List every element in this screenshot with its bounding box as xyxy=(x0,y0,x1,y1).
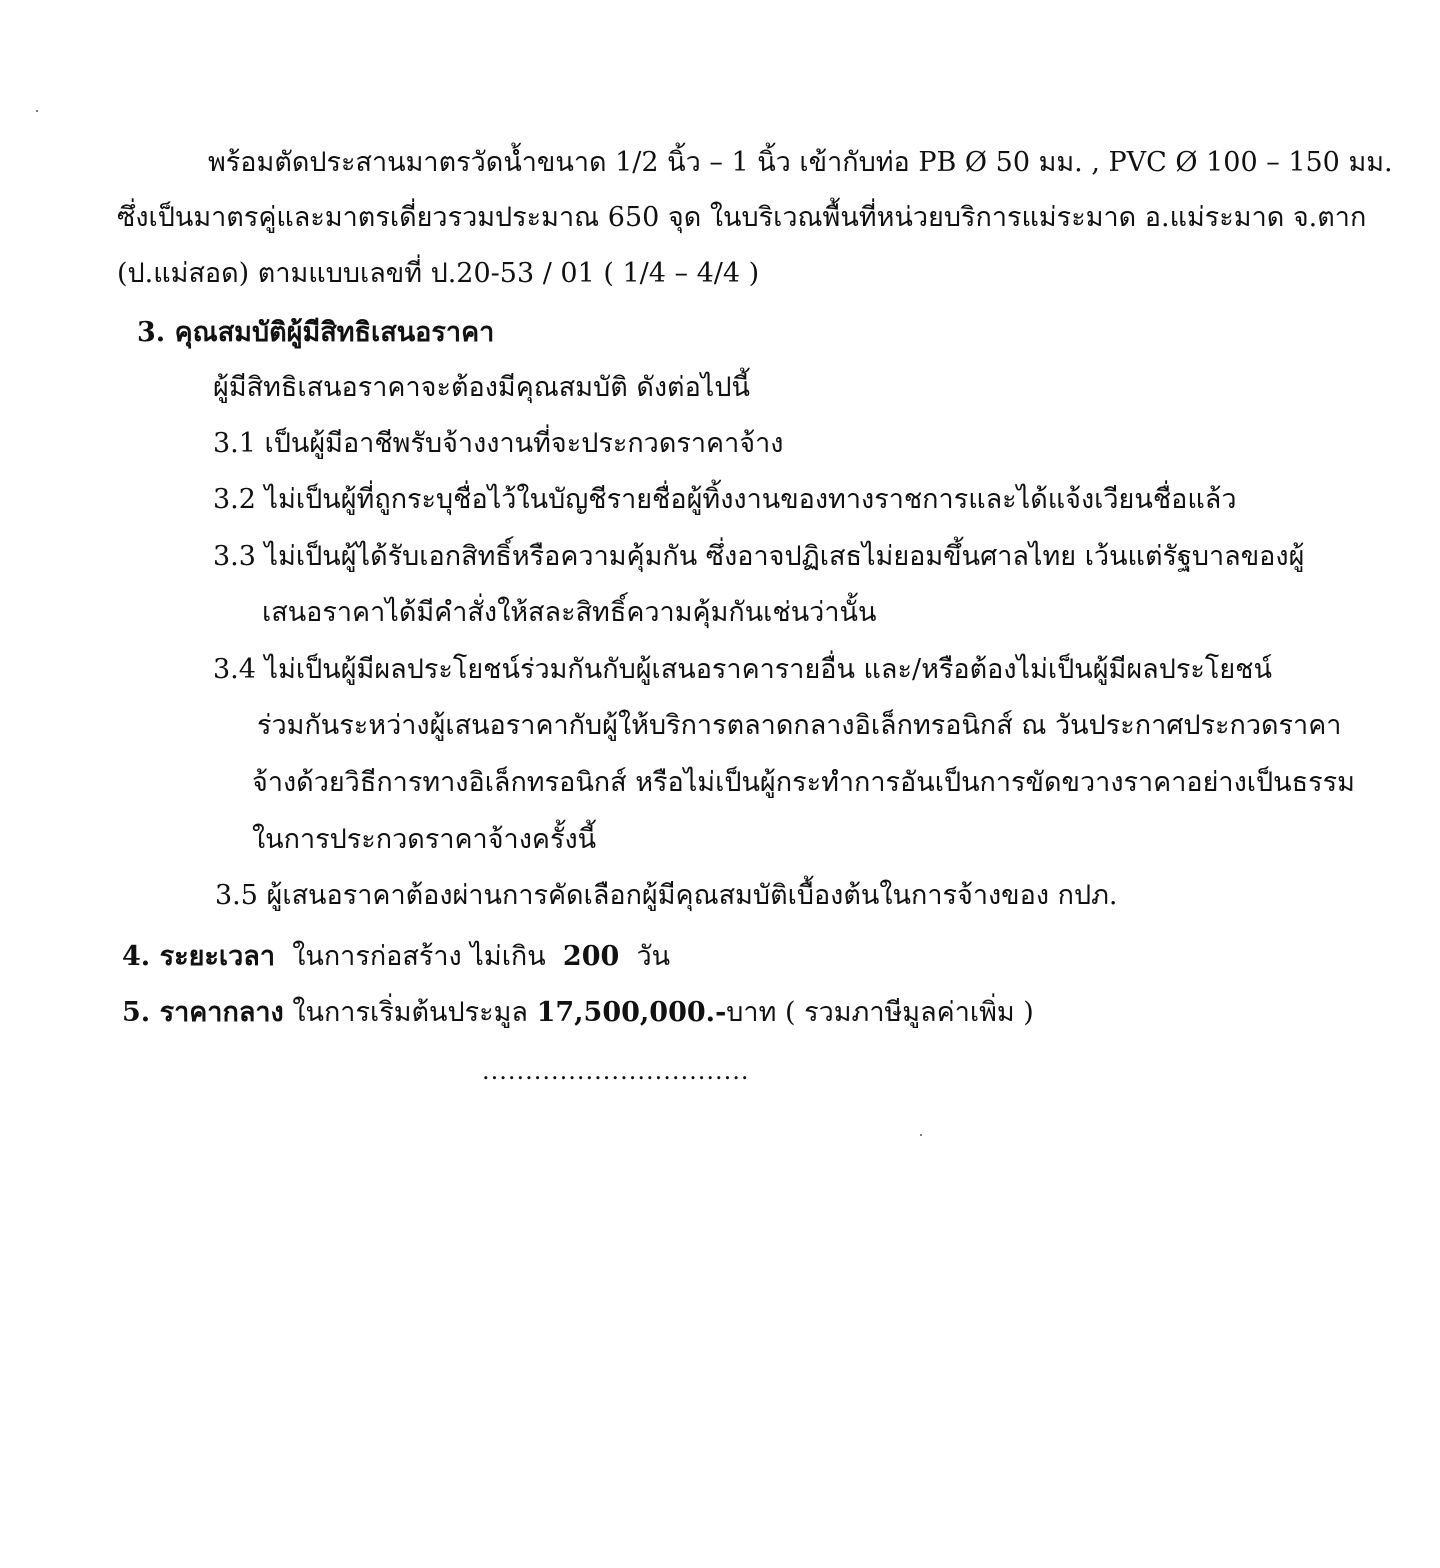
section-5-heading: 5. ราคากลาง xyxy=(122,997,284,1028)
item-3-3-line-1: 3.3 ไม่เป็นผู้ได้รับเอกสิทธิ์หรือความคุ้มกัน ซึ่งอาจปฏิเสธไม่ยอมขึ้นศาลไทย เว้นแต่รัฐบาลของผู้ xyxy=(213,541,1305,572)
section-3-heading: 3. คุณสมบัติผู้มีสิทธิเสนอราคา xyxy=(137,317,495,348)
item-3-3-line-2: เสนอราคาได้มีคำสั่งให้สละสิทธิ์ความคุ้มกันเช่นว่านั้น xyxy=(262,597,877,628)
section-5 xyxy=(122,993,1034,1033)
scan-speck xyxy=(920,1134,922,1136)
item-3-4-line-3: จ้างด้วยวิธีการทางอิเล็กทรอนิกส์ หรือไม่เป็นผู้กระทำการอันเป็นการขัดขวางราคาอย่างเป็นธรรม xyxy=(252,767,1355,798)
item-3-1: 3.1 เป็นผู้มีอาชีพรับจ้างงานที่จะประกวดราคาจ้าง xyxy=(213,428,784,459)
section-3-lead: ผู้มีสิทธิเสนอราคาจะต้องมีคุณสมบัติ ดังต่อไปนี้ xyxy=(213,372,750,403)
section-4-value: 200 xyxy=(562,941,620,972)
section-5-text: ในการเริ่มต้นประมูล xyxy=(292,997,528,1028)
item-3-5: 3.5 ผู้เสนอราคาต้องผ่านการคัดเลือกผู้มีคุณสมบัติเบื้องต้นในการจ้างของ กปภ. xyxy=(215,880,1118,911)
section-4 xyxy=(122,937,670,977)
section-5-value: 17,500,000.- xyxy=(536,997,727,1028)
scan-speck xyxy=(36,110,38,112)
section-4-text: ในการก่อสร้าง ไม่เกิน xyxy=(292,941,546,972)
section-5-suffix: บาท ( รวมภาษีมูลค่าเพิ่ม ) xyxy=(726,997,1034,1028)
end-mark: ............................... xyxy=(482,1057,750,1085)
section-4-heading: 4. ระยะเวลา xyxy=(122,941,276,972)
item-3-4-line-1: 3.4 ไม่เป็นผู้มีผลประโยชน์ร่วมกันกับผู้เสนอราคารายอื่น และ/หรือต้องไม่เป็นผู้มีผลประโยชน์ xyxy=(213,654,1272,685)
item-3-4-line-2: ร่วมกันระหว่างผู้เสนอราคากับผู้ให้บริการตลาดกลางอิเล็กทรอนิกส์ ณ วันประกาศประกวดราคา xyxy=(257,710,1342,741)
intro-line-1: พร้อมตัดประสานมาตรวัดน้ำขนาด 1/2 นิ้ว – 1 นิ้ว เข้ากับท่อ PB Ø 50 มม. , PVC Ø 100 – 150 มม. xyxy=(208,147,1393,178)
item-3-4-line-4: ในการประกวดราคาจ้างครั้งนี้ xyxy=(252,824,597,855)
section-4-unit: วัน xyxy=(636,941,671,972)
intro-line-2: ซึ่งเป็นมาตรคู่และมาตรเดี่ยวรวมประมาณ 650 จุด ในบริเวณพื้นที่หน่วยบริการแม่ระมาด อ.แม่ระมาด จ.ตาก xyxy=(117,202,1367,233)
item-3-2: 3.2 ไม่เป็นผู้ที่ถูกระบุชื่อไว้ในบัญชีรายชื่อผู้ทิ้งงานของทางราชการและได้แจ้งเวียนชื่อแล้ว xyxy=(213,484,1237,515)
intro-line-3: (ป.แม่สอด) ตามแบบเลขที่ ป.20-53 / 01 ( 1/4 – 4/4 ) xyxy=(117,258,760,289)
